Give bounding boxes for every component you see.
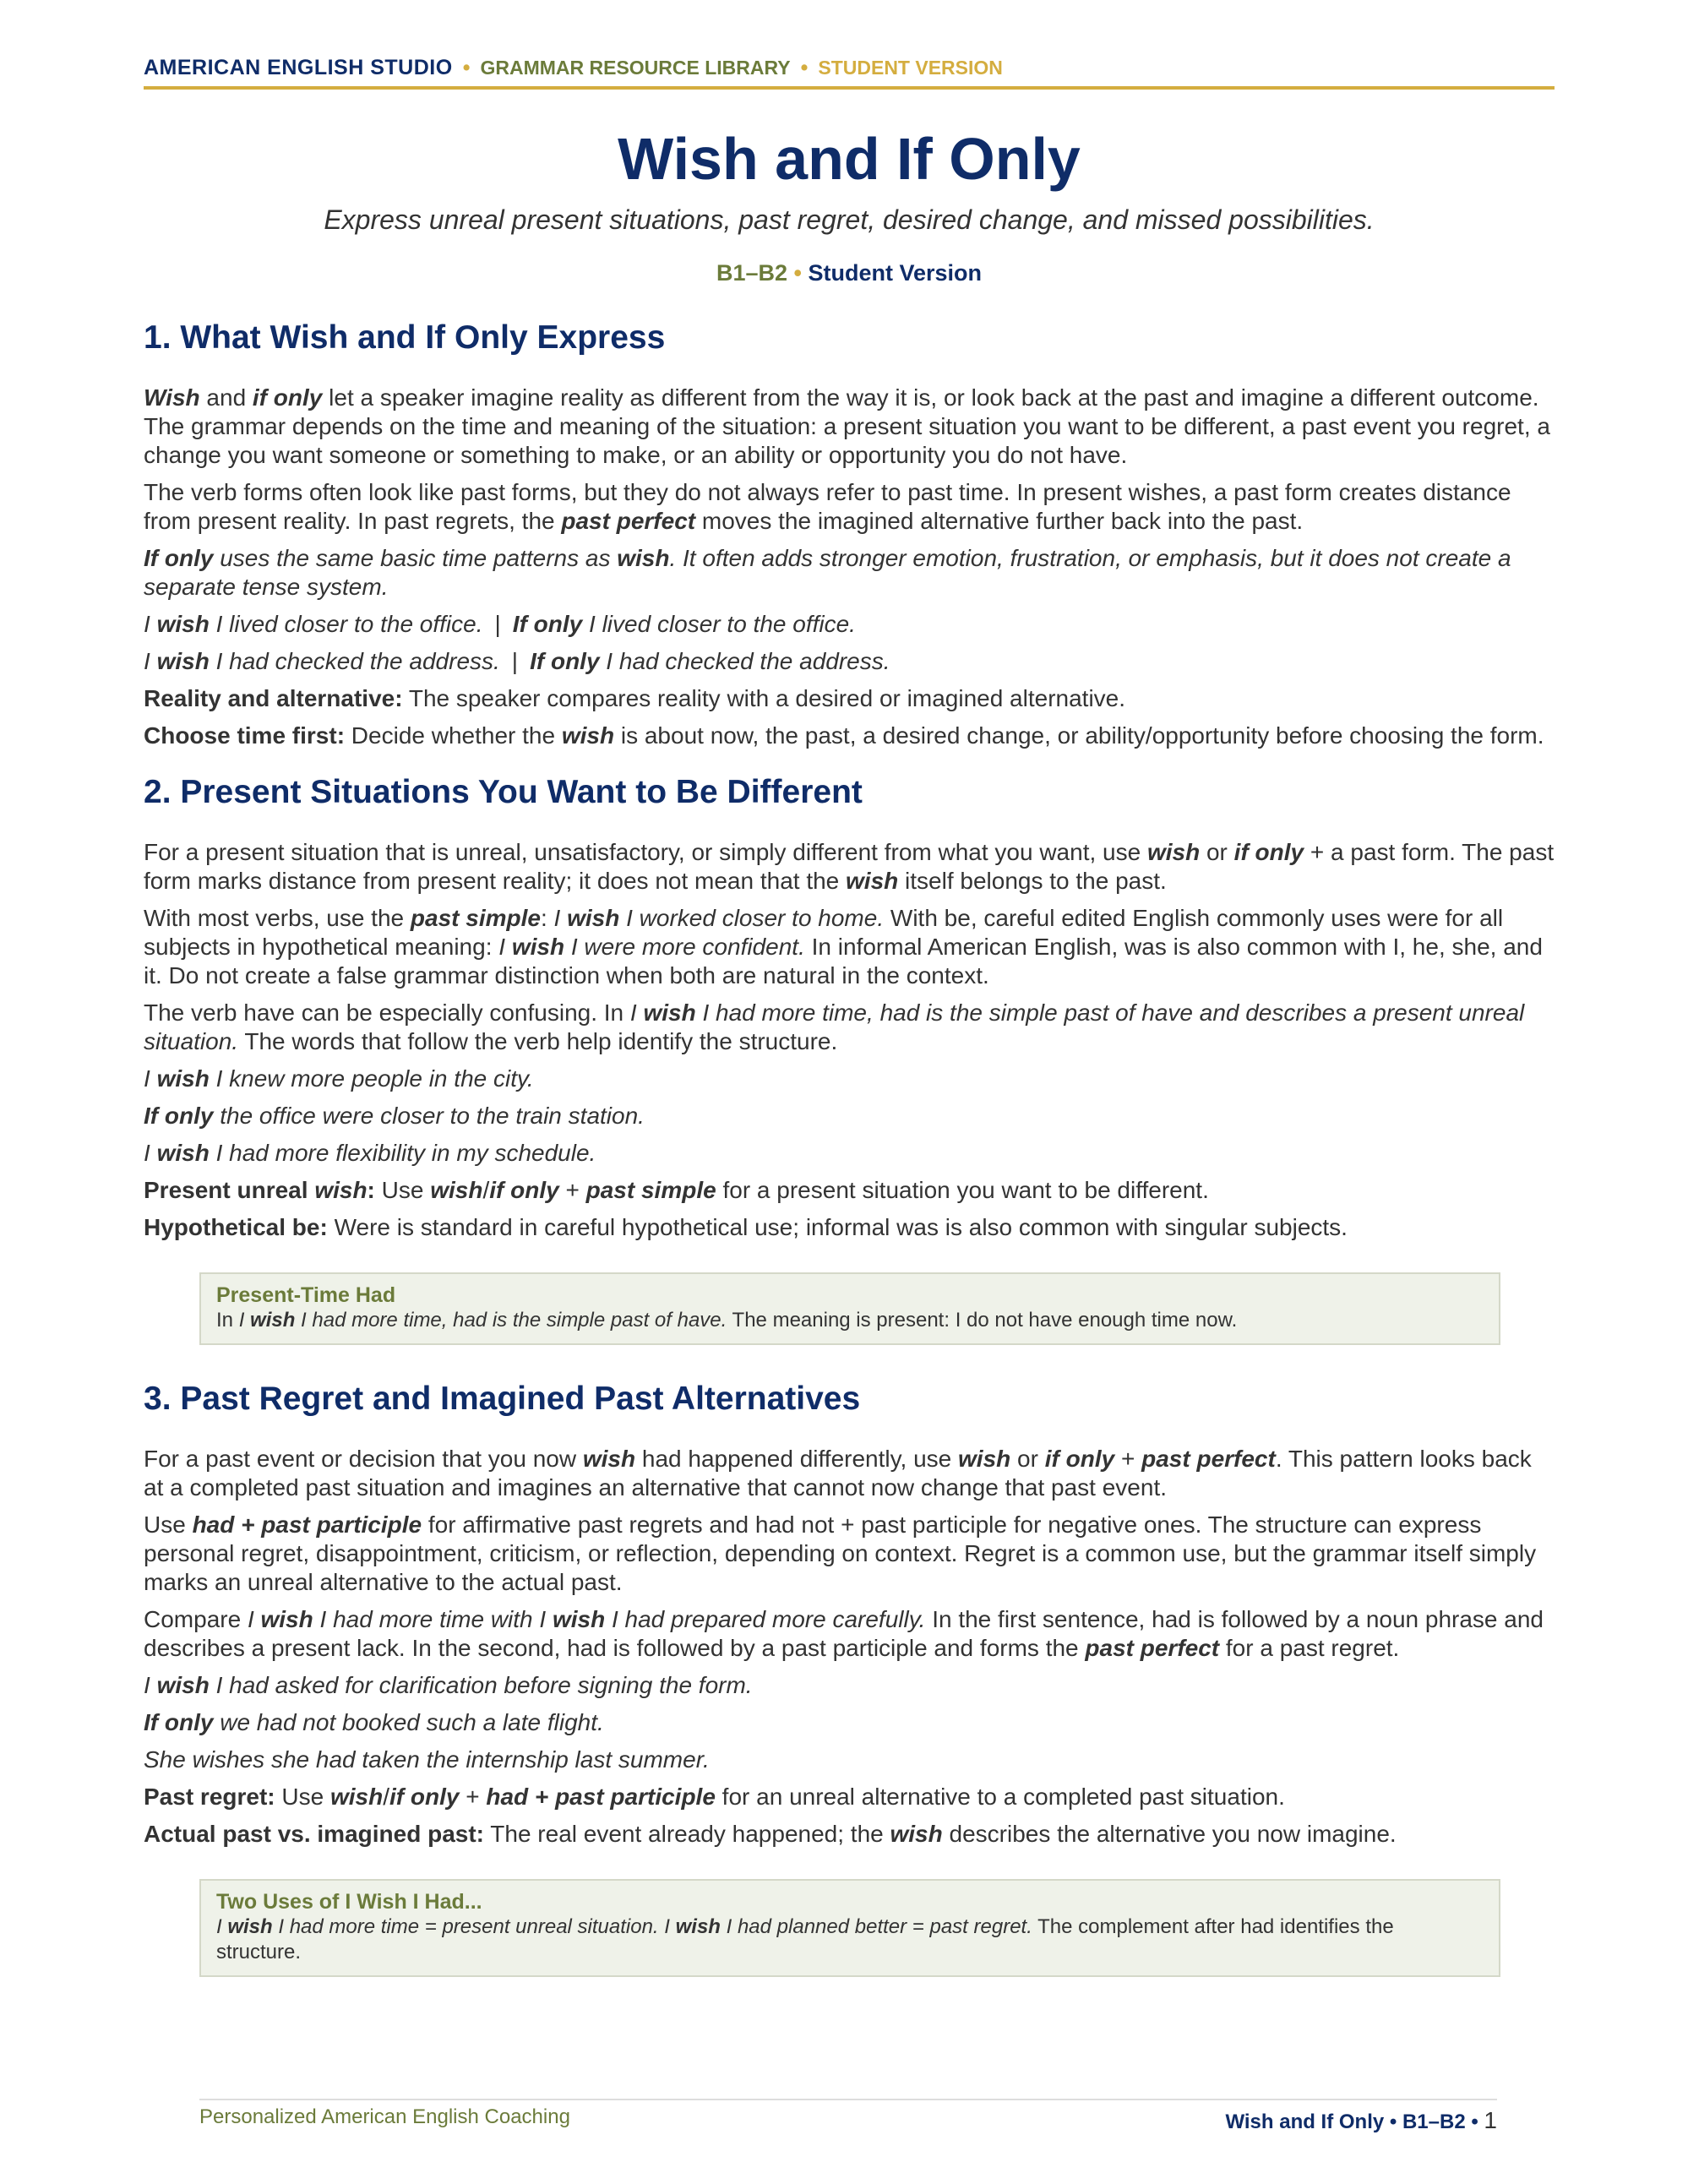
example-sentence: If only we had not booked such a late flight.	[144, 1709, 604, 1735]
page-title: Wish and If Only	[618, 126, 1081, 192]
paragraph: For a past event or decision that you now wish had happened differently, use wish or if only + past perfect. This pattern looks back at a completed past situation and imagines an alternative that cannot now change that past event.	[144, 1446, 1532, 1500]
paragraph: With most verbs, use the past simple: I wish I worked closer to home. With be, careful edited English commonly uses were for all subjects in hypothetical meaning: I wish I were more confident. In informal American English, was is also common with I, he, she, and it. Do not create a false grammar distinction when both are natural in the context.	[144, 905, 1543, 989]
paragraph: The verb forms often look like past forms, but they do not always refer to past time. In present wishes, a past form creates distance from present reality. In past regrets, the past perfect moves the imagined alternative further back into the past.	[144, 479, 1511, 534]
example-sentence: I wish I had asked for clarification before signing the form.	[144, 1672, 753, 1698]
example-sentence: I wish I knew more people in the city.	[144, 1065, 534, 1092]
level-separator: •	[793, 260, 802, 286]
header-separator: •	[800, 56, 809, 79]
main-content	[144, 314, 1555, 2007]
note-line: Actual past vs. imagined past: The real event already happened; the wish describes the alternative you now imagine.	[144, 1821, 1397, 1847]
example-sentence: I wish I had more flexibility in my schedule.	[144, 1140, 596, 1166]
section-2	[144, 769, 1555, 1345]
section-heading: 1. What Wish and If Only Express	[144, 319, 666, 356]
callout-body: In I wish I had more time, had is the simple past of have. The meaning is present: I do not have enough time now.	[216, 1309, 1238, 1332]
section-heading: 2. Present Situations You Want to Be Different	[144, 774, 863, 810]
header-library: GRAMMAR RESOURCE LIBRARY	[480, 57, 791, 79]
footer-title: Wish and If Only • B1–B2 • 1	[1225, 2107, 1497, 2133]
level-line	[144, 260, 1555, 286]
example-sentence: I wish I lived closer to the office. | If only I lived closer to the office.	[144, 611, 856, 637]
section-3	[144, 1375, 1555, 1977]
page-number: 1	[1484, 2107, 1497, 2133]
level-label: Student Version	[808, 260, 983, 286]
section-heading: 3. Past Regret and Imagined Past Alternatives	[144, 1381, 861, 1417]
page-header	[144, 56, 1555, 90]
paragraph: Use had + past participle for affirmative past regrets and had not + past participle for negative ones. The structure can express personal regret, disappointment, criticism, or reflection, depending on context. Regret is a common use, but the grammar itself simply marks an unreal alternative to the actual past.	[144, 1511, 1537, 1595]
callout-title: Two Uses of I Wish I Had...	[216, 1890, 482, 1914]
level-code: B1–B2	[716, 260, 787, 286]
note-line: Present unreal wish: Use wish/if only + past simple for a present situation you want to be different.	[144, 1177, 1209, 1203]
example-sentence: I wish I had checked the address. | If only I had checked the address.	[144, 648, 890, 674]
note-line: Choose time first: Decide whether the wish is about now, the past, a desired change, or ability/opportunity before choosing the form.	[144, 722, 1544, 749]
paragraph: For a present situation that is unreal, unsatisfactory, or simply different from what you want, use wish or if only + a past form. The past form marks distance from present reality; it does not mean that the wish itself belongs to the past.	[144, 839, 1555, 894]
paragraph: Wish and if only let a speaker imagine reality as different from the way it is, or look back at the past and imagine a different outcome. The grammar depends on the time and meaning of the situation: a present situation you want to be different, a past event you regret, a change you want someone or something to make, or an ability or opportunity you do not have.	[144, 384, 1550, 468]
page-subtitle: Express unreal present situations, past regret, desired change, and missed possibilities.	[324, 204, 1375, 235]
page-footer	[199, 2099, 1497, 2143]
header-separator: •	[462, 56, 471, 79]
callout-title: Present-Time Had	[216, 1283, 396, 1307]
callout-box	[199, 1879, 1500, 1977]
callout-body: I wish I had more time = present unreal situation. I wish I had planned better = past regret. The complement after had identifies the structure.	[216, 1915, 1394, 1963]
paragraph: The verb have can be especially confusing. In I wish I had more time, had is the simple past of have and describes a present unreal situation. The words that follow the verb help identify the structure.	[144, 999, 1525, 1054]
example-sentence: She wishes she had taken the internship last summer.	[144, 1746, 710, 1773]
paragraph: If only uses the same basic time patterns as wish. It often adds stronger emotion, frustration, or emphasis, but it does not create a separate tense system.	[144, 545, 1511, 600]
paragraph: Compare I wish I had more time with I wish I had prepared more carefully. In the first sentence, had is followed by a noun phrase and describes a present lack. In the second, had is followed by a past participle and forms the past perfect for a past regret.	[144, 1606, 1544, 1661]
section-1	[144, 314, 1555, 750]
callout-box	[199, 1272, 1500, 1345]
example-sentence: If only the office were closer to the train station.	[144, 1103, 645, 1129]
header-version: STUDENT VERSION	[818, 57, 1003, 79]
note-line: Hypothetical be: Were is standard in careful hypothetical use; informal was is also common with singular subjects.	[144, 1214, 1348, 1240]
footer-coaching: Personalized American English Coaching	[199, 2105, 570, 2128]
header-brand: AMERICAN ENGLISH STUDIO	[144, 56, 453, 79]
note-line: Past regret: Use wish/if only + had + past participle for an unreal alternative to a completed past situation.	[144, 1784, 1285, 1810]
note-line: Reality and alternative: The speaker compares reality with a desired or imagined alternative.	[144, 685, 1126, 711]
